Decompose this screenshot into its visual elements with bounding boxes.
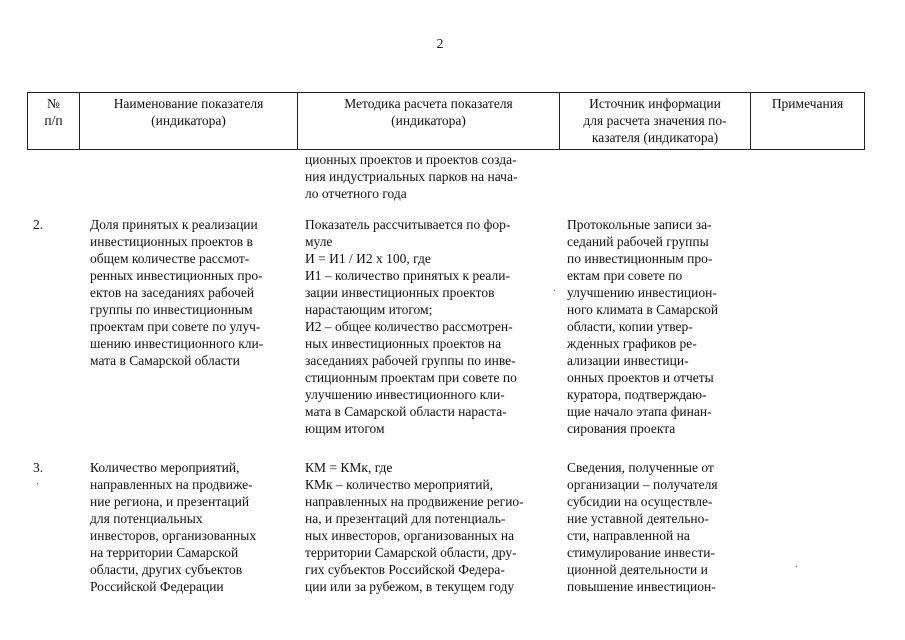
row-2-method: Показатель рассчитывается по фор- муле И = И1 / И2 х 100, где И1 – количество принятых к реали- зации инвестиционных проектов нарастающим итогом; И2 – общее количество рассмотрен- ных инвестиционных проектов на заседаниях рабочей группы по инве- стиционным проектам при совете по улучшению инвестиционного кли- мата в Самарской области нараста- ющим итогом xyxy=(305,217,517,436)
page-number: 2 xyxy=(436,37,444,52)
scan-speck: · xyxy=(553,286,557,297)
row-3-source: Сведения, полученные от организации – получателя субсидии на осуществле- ние уставной деятельно- сти, направленной на стимулирование инвести- ционной деятельности и повышение инвестицион- xyxy=(567,460,718,594)
row-3-method: КМ = КМк, где КМк – количество мероприятий, направленных на продвижение регио- на, и презентаций для потенциаль- ных инвесторов, организованных на территории Самарской области, дру- гих субъектов Российской Федера- ции или за рубежом, в текущем году xyxy=(305,460,524,594)
header-num: № п/п xyxy=(28,93,80,150)
header-source: Источник информации для расчета значения по- казателя (индикатора) xyxy=(560,93,751,150)
scan-speck: · xyxy=(36,479,40,490)
row-2-name: Доля принятых к реализации инвестиционных проектов в общем количестве рассмот- ренных инвестиционных про- ектов на заседаниях рабочей группы по инвестиционным проектам при совете по улуч- шению инвестиционного кли- мата в Самарской области xyxy=(90,217,264,368)
scan-speck: · xyxy=(795,562,799,573)
continuation-method: ционных проектов и проектов созда- ния индустриальных парков на нача- ло отчетного года xyxy=(305,152,518,201)
row-3-name: Количество мероприятий, направленных на продвиже- ние региона, и презентаций для потенциальных инвесторов, организованных на территории Самарской области, других субъектов Российской Федерации xyxy=(90,460,257,594)
row-2-num: 2. xyxy=(33,217,44,232)
row-2-source: Протокольные записи за- седаний рабочей группы по инвестиционным про- ектам при совете по улучшению инвестицион- ного климата в Самарской области, копии утвер- жденных графиков ре- ализации инвестици- онных проектов и отчеты куратора, подтверждаю- щие начало этапа финан- сирования проекта xyxy=(567,217,719,436)
row-3-num: 3. xyxy=(33,460,44,475)
header-name: Наименование показателя (индикатора) xyxy=(80,93,298,150)
header-method: Методика расчета показателя (индикатора) xyxy=(298,93,560,150)
header-notes: Примечания xyxy=(751,93,865,150)
